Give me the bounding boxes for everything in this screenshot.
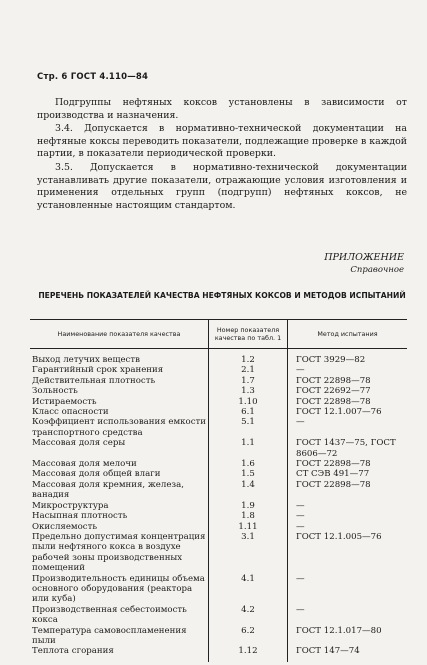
test-method: ГОСТ 12.1.007—76: [288, 407, 408, 417]
indicator-ref: 1.4: [209, 480, 288, 501]
table-row: [30, 480, 407, 501]
indicator-name: Зольность: [32, 386, 78, 397]
table-row: [30, 438, 407, 459]
table-row: [30, 417, 407, 438]
indicator-name: Насыпная плотность: [32, 511, 128, 522]
test-method: —: [288, 522, 408, 532]
table-row: [30, 532, 407, 574]
test-method: ГОСТ 22692—77: [288, 386, 408, 396]
indicator-ref: 2.1: [209, 365, 288, 375]
indicator-name: Гарантийный срок хранения: [32, 365, 164, 376]
test-method: —: [288, 511, 408, 521]
test-method: —: [288, 574, 408, 605]
test-method: ГОСТ 12.1.005—76: [288, 532, 408, 574]
indicator-ref: 1.7: [209, 376, 288, 386]
indicator-name: Массовая доля общей влаги: [32, 469, 161, 480]
table-row: [30, 397, 407, 407]
indicator-name: Массовая доля серы: [32, 438, 126, 449]
table-row: [30, 605, 407, 626]
indicator-ref: 1.3: [209, 386, 288, 396]
indicator-ref: 1.1: [209, 438, 288, 459]
indicator-ref: 1.9: [209, 501, 288, 511]
table-row: [30, 522, 407, 532]
indicator-name: Микроструктура: [32, 500, 109, 511]
table-row: [30, 459, 407, 469]
indicator-name: Теплота сгорания: [32, 646, 114, 657]
indicator-ref: 1.11: [209, 522, 288, 532]
indicator-ref: 1.12: [209, 646, 288, 662]
indicator-name: Температура самовоспламенения пыли: [32, 625, 187, 646]
test-method: ГОСТ 12.1.017—80: [288, 626, 408, 647]
test-method: ГОСТ 3929—82: [288, 349, 408, 366]
table-row: [30, 626, 407, 647]
indicator-name: Окисляемость: [32, 521, 98, 532]
test-method: —: [288, 605, 408, 626]
page-header: Стр. 6 ГОСТ 4.110—84: [37, 72, 149, 82]
indicator-ref: 6.1: [209, 407, 288, 417]
indicator-ref: 1.5: [209, 469, 288, 479]
indicator-ref: 4.2: [209, 605, 288, 626]
test-method: ГОСТ 1437—75, ГОСТ 8606—72: [288, 438, 408, 459]
column-header-method: Метод испытания: [288, 320, 408, 349]
indicator-name: Выход летучих веществ: [32, 355, 140, 365]
indicator-name: Класс опасности: [32, 407, 109, 418]
indicator-name: Действительная плотность: [32, 375, 156, 386]
indicator-ref: 1.6: [209, 459, 288, 469]
table-row: [30, 349, 407, 366]
test-method: ГОСТ 22898—78: [288, 459, 408, 469]
indicator-ref: 1.8: [209, 511, 288, 521]
indicator-ref: 6.2: [209, 626, 288, 647]
table-row: [30, 574, 407, 605]
paragraph-3-5: 3.5. Допускается в нормативно-технической документации устанавливать другие показатели, отражающие условия изготовления и применения отдельных групп (подгрупп) нефтяных коксов, не установленные настоящим стандартом.: [37, 162, 407, 211]
test-method: —: [288, 365, 408, 375]
test-method: ГОСТ 22898—78: [288, 480, 408, 501]
table-row: [30, 501, 407, 511]
indicator-name: Производственная себестоимость кокса: [32, 604, 187, 626]
column-header-name: Наименование показателя качества: [30, 320, 209, 349]
test-method: —: [288, 501, 408, 511]
table-row: [30, 376, 407, 386]
table-row: [30, 365, 407, 375]
appendix-label: [324, 252, 404, 276]
paragraph-3-4: 3.4. Допускается в нормативно-технической документации на нефтяные коксы переводить показатели, подлежащие проверке в каждой партии, в показатели периодической проверки.: [37, 123, 408, 160]
table-row: [30, 469, 407, 479]
column-header-ref: Номер показателя качества по табл. 1: [209, 320, 288, 349]
indicator-name: Предельно допустимая концентрация пыли нефтяного кокса в воздухе рабочей зоны производственных помещений: [32, 531, 206, 574]
table-row: [30, 511, 407, 521]
table-row: [30, 386, 407, 396]
indicator-ref: 1.2: [209, 349, 288, 366]
indicator-ref: 5.1: [209, 417, 288, 438]
indicator-name: Истираемость: [32, 396, 97, 407]
indicator-ref: 1.10: [209, 397, 288, 407]
table-header-row: [30, 320, 407, 349]
test-method: —: [288, 417, 408, 438]
indicator-name: Производительность единицы объема основного оборудования (реактора или куба): [32, 573, 205, 605]
table-title: ПЕРЕЧЕНЬ ПОКАЗАТЕЛЕЙ КАЧЕСТВА НЕФТЯНЫХ КОКСОВ И МЕТОДОВ ИСПЫТАНИЙ: [38, 291, 406, 300]
appendix-subtitle: Справочное: [350, 265, 404, 275]
paragraph-subgroups: Подгруппы нефтяных коксов установлены в зависимости от производства и назначения.: [37, 97, 407, 121]
indicator-name: Массовая доля мелочи: [32, 459, 137, 470]
quality-indicators-table: [30, 319, 407, 662]
test-method: СТ СЭВ 491—77: [288, 469, 408, 479]
test-method: ГОСТ 22898—78: [288, 397, 408, 407]
table-row: [30, 407, 407, 417]
test-method: ГОСТ 22898—78: [288, 376, 408, 386]
test-method: ГОСТ 147—74: [288, 646, 408, 662]
indicator-name: Коэффициент использования емкости транспортного средства: [32, 417, 206, 438]
indicator-ref: 3.1: [209, 532, 288, 574]
indicator-ref: 4.1: [209, 574, 288, 605]
table-row: [30, 646, 407, 662]
indicator-name: Массовая доля кремния, железа, ванадия: [32, 479, 184, 501]
appendix-title: ПРИЛОЖЕНИЕ: [324, 252, 404, 263]
